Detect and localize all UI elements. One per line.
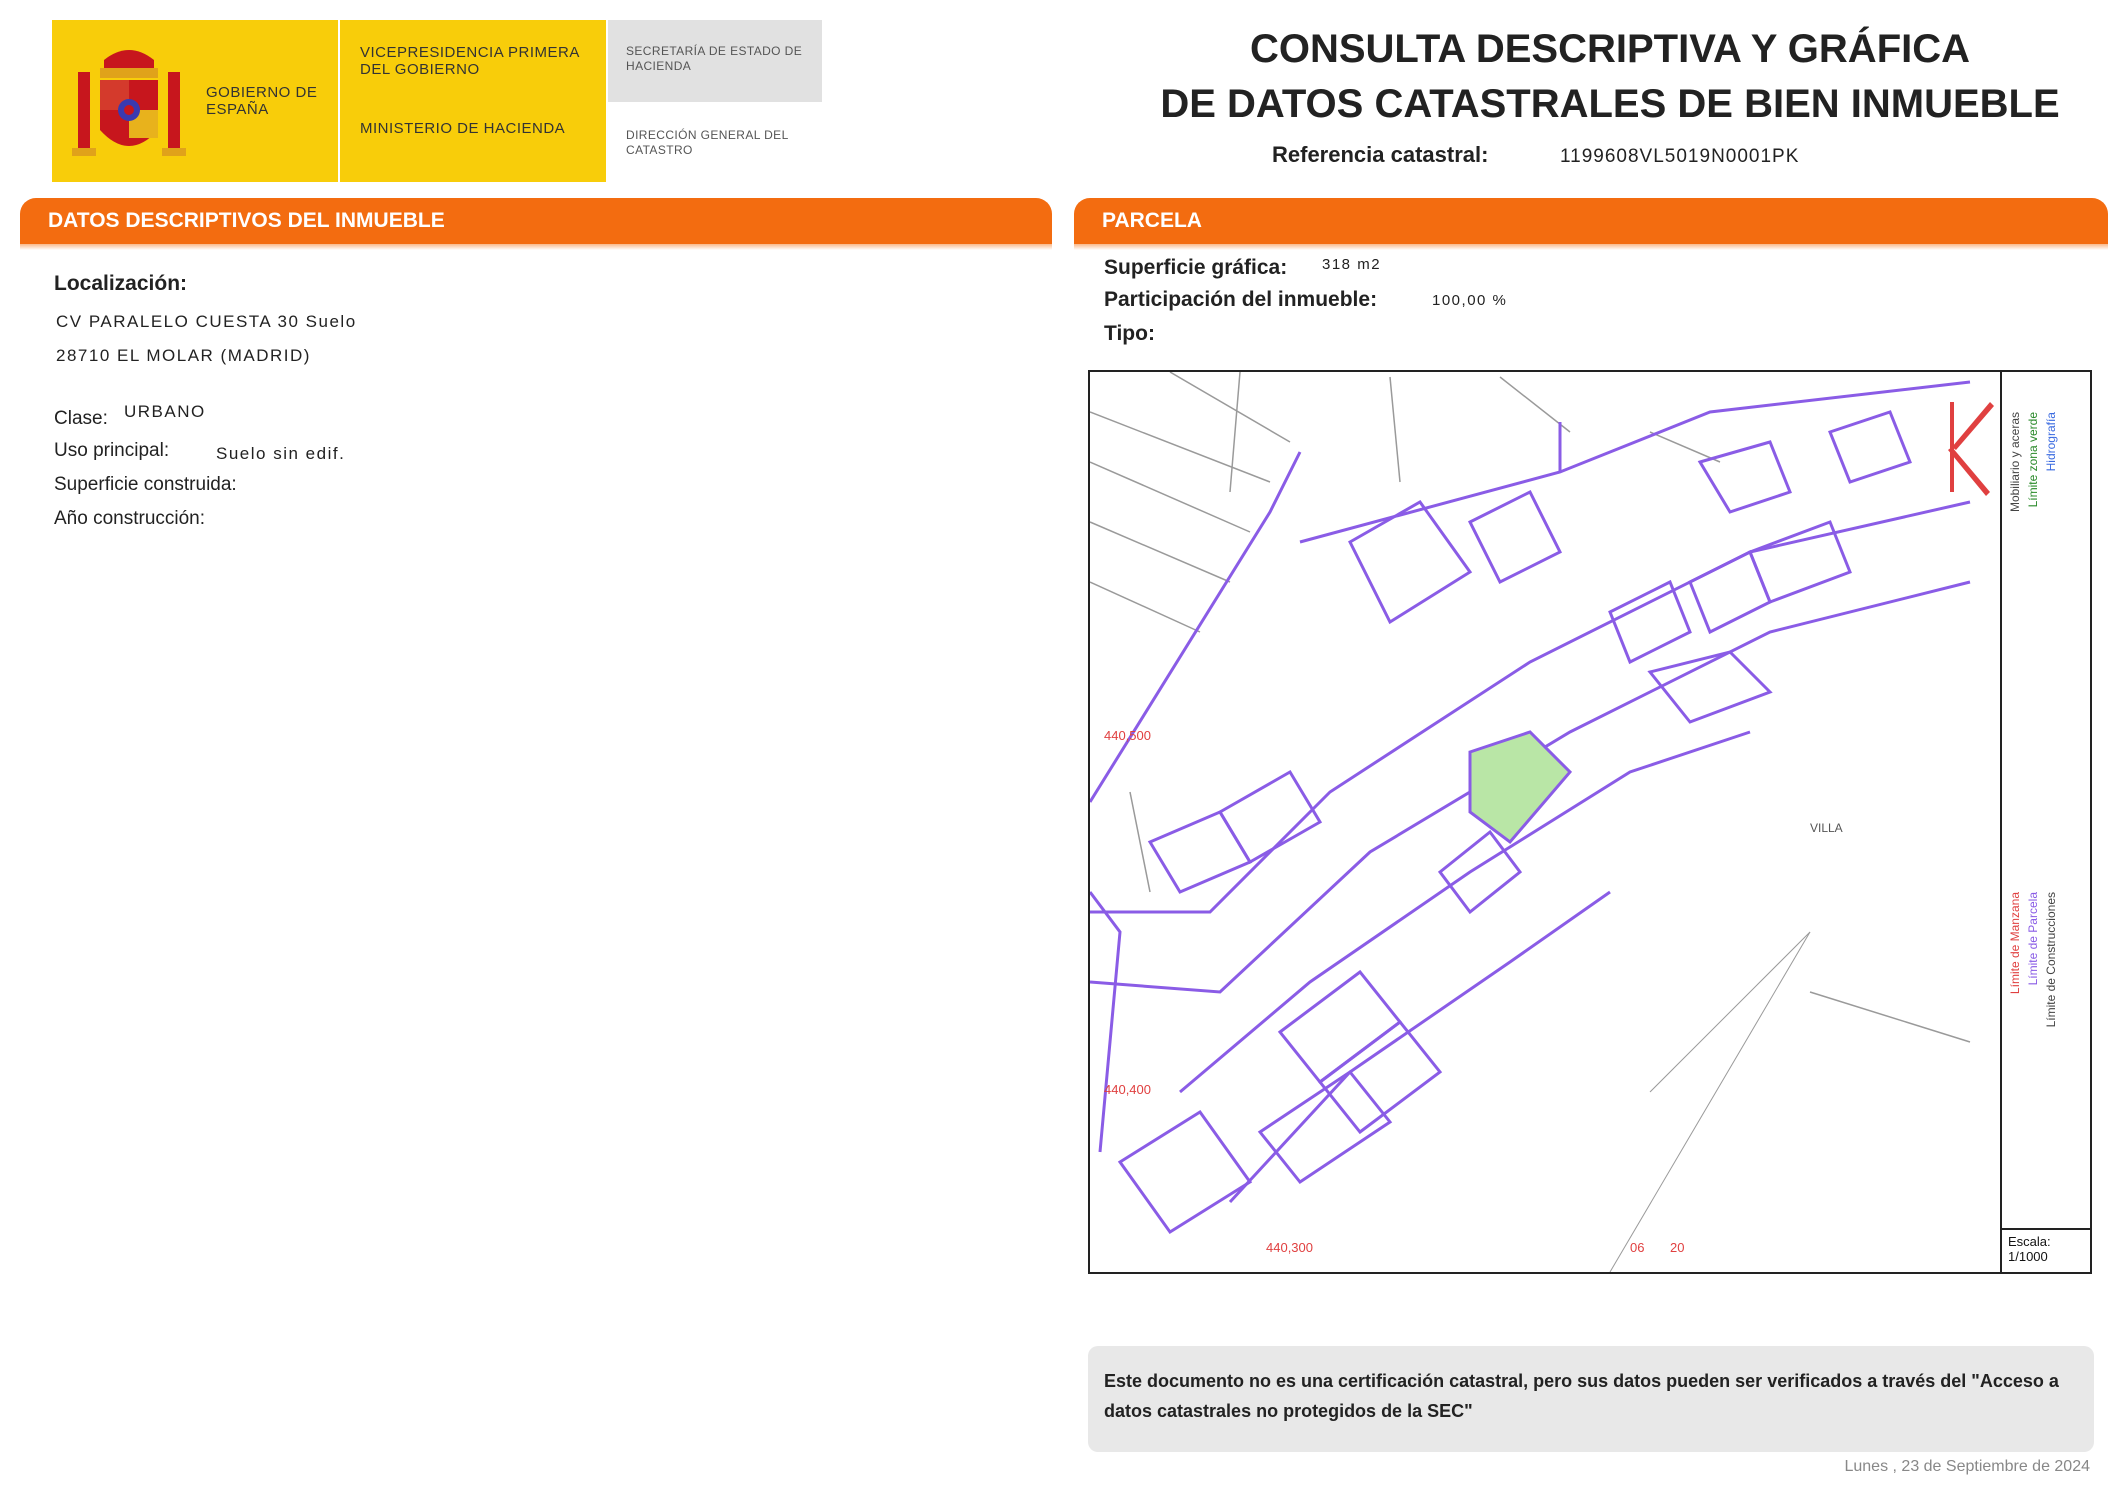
legend-block-limit: Límite de Manzana bbox=[2008, 892, 2022, 995]
footer-date: Lunes , 23 de Septiembre de 2024 bbox=[1844, 1458, 2090, 1475]
location-label: Localización: bbox=[54, 272, 188, 295]
build-year-label: Año construcción: bbox=[54, 508, 206, 529]
map-place-label: VILLA bbox=[1810, 821, 1843, 835]
gov-logo-text: GOBIERNO DE ESPAÑA bbox=[206, 84, 318, 118]
title-line-2: DE DATOS CATASTRALES DE BIEN INMUEBLE bbox=[1160, 82, 2060, 126]
map-grid-label: 20 bbox=[1670, 1240, 1685, 1255]
graphic-area-label: Superficie gráfica: bbox=[1104, 256, 1288, 279]
map-scale bbox=[2002, 1228, 2090, 1272]
gov-ministry: MINISTERIO DE HACIENDA bbox=[360, 120, 566, 137]
map-coordinate-label: 440,500 bbox=[1104, 728, 1151, 743]
type-label: Tipo: bbox=[1104, 322, 1155, 345]
location-line-1: CV PARALELO CUESTA 30 Suelo bbox=[56, 312, 357, 331]
participation-value: 100,00 % bbox=[1432, 292, 1508, 309]
graphic-area-value: 318 m2 bbox=[1322, 256, 1382, 273]
scale-value: 1/1000 bbox=[2008, 1249, 2048, 1264]
main-use-value: Suelo sin edif. bbox=[216, 444, 346, 463]
document-title bbox=[1100, 22, 2120, 132]
built-area-label: Superficie construida: bbox=[54, 474, 237, 495]
gov-direction: DIRECCIÓN GENERAL DEL CATASTRO bbox=[626, 128, 789, 157]
legend-parcel-limit: Límite de Parcela bbox=[2026, 892, 2040, 986]
gov-vicepresidency: VICEPRESIDENCIA PRIMERA DEL GOBIERNO bbox=[360, 44, 580, 78]
gov-separator bbox=[338, 20, 340, 182]
government-logo-bar bbox=[52, 20, 822, 182]
map-legend bbox=[2000, 372, 2090, 1272]
class-value: URBANO bbox=[124, 402, 206, 421]
legend-construction-limit: Límite de Construcciones bbox=[2044, 892, 2058, 1028]
map-coordinate-label: 440,400 bbox=[1104, 1082, 1151, 1097]
legend-furniture: Mobiliario y aceras bbox=[2008, 412, 2022, 513]
disclaimer-text: Este documento no es una certificación catastral, pero sus datos pueden ser verificados a través del "Acceso a datos catastrales no protegidos de la SEC" bbox=[1104, 1371, 2059, 1421]
cadastral-map[interactable] bbox=[1088, 370, 2092, 1274]
scale-label: Escala: bbox=[2008, 1234, 2051, 1249]
disclaimer-box bbox=[1088, 1346, 2094, 1452]
map-drawing bbox=[1090, 372, 2000, 1272]
participation-label: Participación del inmueble: bbox=[1104, 288, 1378, 311]
map-grid-label: 06 bbox=[1630, 1240, 1645, 1255]
map-coordinate-label: 440,300 bbox=[1266, 1240, 1313, 1255]
main-use-label: Uso principal: bbox=[54, 440, 170, 461]
class-label: Clase: bbox=[54, 408, 108, 429]
parcel-header: PARCELA bbox=[1074, 198, 2108, 244]
coat-of-arms-icon bbox=[70, 38, 188, 170]
legend-green-zone: Límite zona verde bbox=[2026, 412, 2040, 508]
highlighted-parcel[interactable] bbox=[1470, 732, 1570, 842]
gov-secretary: SECRETARÍA DE ESTADO DE HACIENDA bbox=[626, 44, 803, 73]
ref-value: 1199608VL5019N0001PK bbox=[1560, 146, 1800, 167]
ref-label: Referencia catastral: bbox=[1272, 142, 1489, 167]
title-line-1: CONSULTA DESCRIPTIVA Y GRÁFICA bbox=[1249, 27, 1971, 71]
location-line-2: 28710 EL MOLAR (MADRID) bbox=[56, 346, 311, 365]
gov-separator bbox=[606, 20, 608, 182]
legend-hydrography: Hidrografía bbox=[2044, 412, 2058, 472]
descriptive-data-header: DATOS DESCRIPTIVOS DEL INMUEBLE bbox=[20, 198, 1052, 244]
